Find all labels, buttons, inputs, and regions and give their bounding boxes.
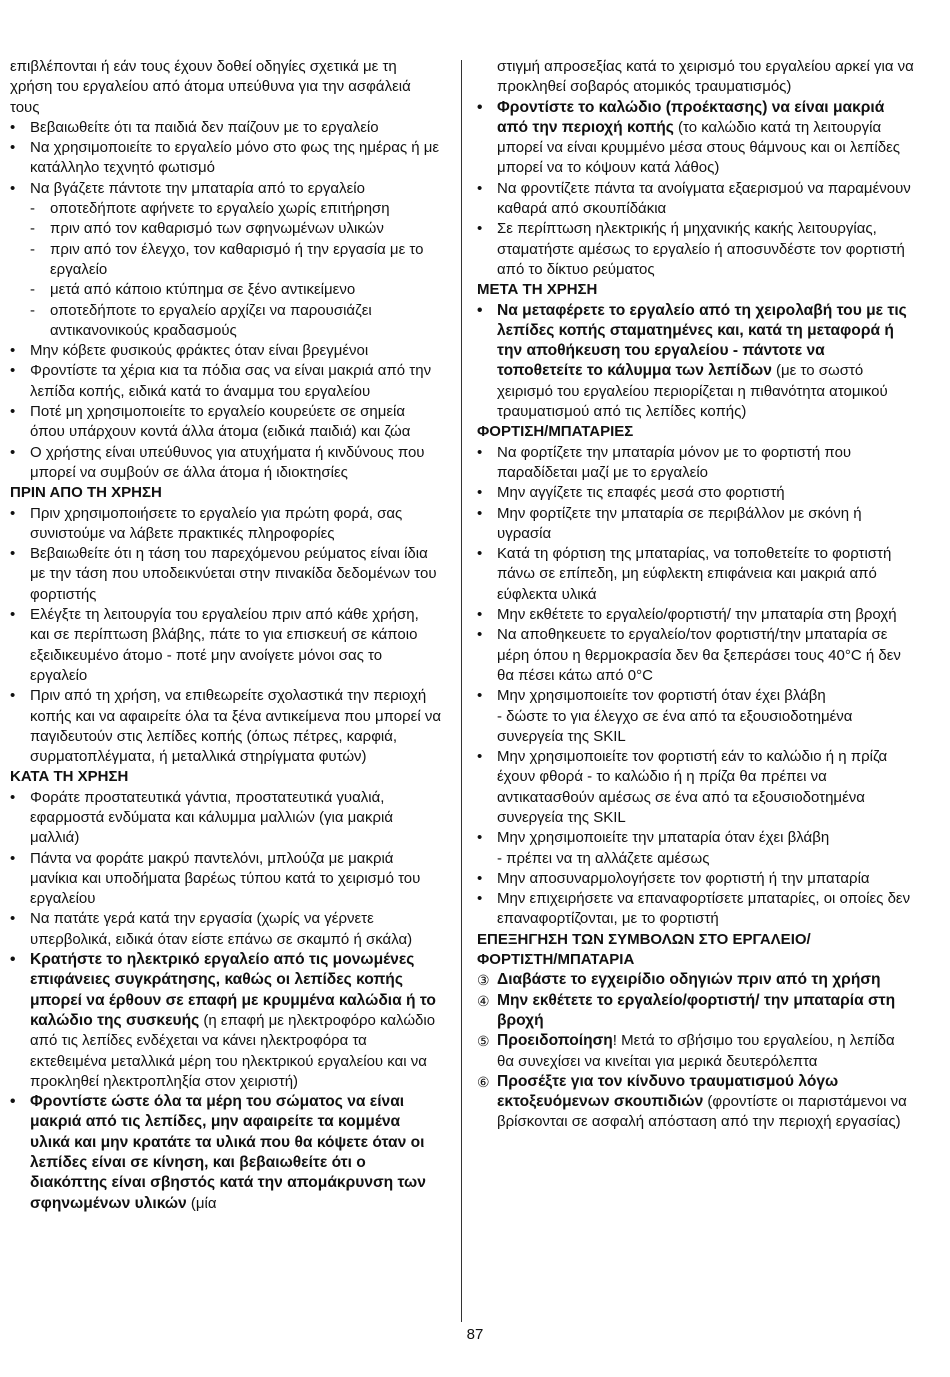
list-item: • Μην χρησιμοποιείτε τον φορτιστή όταν έχει βλάβη - δώστε το για έλεγχο σε ένα από τα εξουσιοδοτημένα συνεργεία της SKIL [477, 687, 853, 745]
list-item: • Φροντίστε το καλώδιο (προέκτασης) να είναι μακριά από την περιοχή κοπής (το καλώδιο κατά τη λειτουργία μπορεί να είναι κρυμμένο μέσα στους θάμνους και οι λεπίδες μπορεί να το κόψουν κατά λάθος) [477, 98, 900, 177]
list-item: • Ελέγξτε τη λειτουργία του εργαλείου πριν από κάθε χρήση, και σε περίπτωση βλάβης, πάτε το για επισκευή σε κάποιο εξειδικευμένο άτομο - ποτέ μην ανοίγετε μόνοι σας το εργαλείο [10, 606, 419, 684]
list-item: • Κατά τη φόρτιση της μπαταρίας, να τοποθετείτε το φορτιστή πάνω σε επίπεδη, μη εύφλεκτη επιφάνεια και μακριά από εύφλεκτα υλικά [477, 545, 892, 603]
list-item: • Μην κόβετε φυσικούς φράκτες όταν είναι βρεγμένοι [10, 341, 442, 361]
sub-list-item: - πριν από τον καθαρισμό των σφηνωμένων υλικών [10, 219, 442, 239]
bullet-icon: • [477, 98, 483, 116]
bullet-icon: • [10, 606, 16, 624]
dash-icon: - [30, 301, 35, 319]
list-item: • Να χρησιμοποιείτε το εργαλείο μόνο στο φως της ημέρας ή με κατάλληλο τεχνητό φωτισμό [10, 139, 440, 177]
list-item: • Μην εκθέτετε το εργαλείο/φορτιστή/ την μπαταρία στη βροχή [477, 605, 914, 625]
section-heading: ΚΑΤΑ ΤΗ ΧΡΗΣΗ [10, 768, 129, 786]
bullet-icon: • [477, 545, 483, 563]
list-item: • Ο χρήστης είναι υπεύθυνος για ατυχήματα ή κινδύνους που μπορεί να συμβούν σε άλλα άτομα ή ιδιοκτησίες [10, 443, 425, 481]
circled-number-5-icon: ⑤ [477, 1033, 490, 1050]
left-column [10, 57, 442, 1214]
bullet-icon: • [10, 849, 16, 867]
list-item: • Να βγάζετε πάντοτε την μπαταρία από το εργαλείο [10, 179, 442, 199]
bullet-icon: • [477, 748, 483, 766]
bullet-icon: • [477, 179, 483, 197]
bullet-icon: • [10, 443, 16, 461]
continuation-text: στιγμή απροσεξίας κατά το χειρισμό του εργαλείου αρκεί για να προκληθεί σοβαρός ατομικός τραυματισμός) [497, 58, 914, 96]
list-item: • Να φορτίζετε την μπαταρία μόνον με το φορτιστή που παραδίδεται μαζί με το εργαλείο [477, 443, 852, 481]
list-item: • Φοράτε προστατευτικά γάντια, προστατευτικά γυαλιά, εφαρμοστά ενδύματα και κάλυμμα μαλλιών (για μακριά μαλλιά) [10, 788, 394, 847]
list-item: • Μην φορτίζετε την μπαταρία σε περιβάλλον με σκόνη ή υγρασία [477, 504, 862, 542]
dash-icon: - [30, 281, 35, 299]
list-item: • Μην αγγίζετε τις επαφές μεσά στο φορτιστή [477, 483, 914, 503]
bullet-icon: • [10, 118, 16, 136]
bullet-icon: • [10, 910, 16, 928]
continuation-text: επιβλέπονται ή εάν τους έχουν δοθεί οδηγίες σχετικά με τη χρήση του εργαλείου από άτομα υπεύθυνα για την ασφάλειά τους [10, 58, 411, 116]
list-item: • Φροντίστε ώστε όλα τα μέρη του σώματος να είναι μακριά από τις λεπίδες, μην αφαιρείτε τα κομμένα υλικά και μην κρατάτε τα υλικά που θα κόψετε όταν οι λεπίδες είναι σε κίνηση, και βεβαιωθείτε ότι ο διακόπτης είναι σβηστός κατά την απομάκρυνση των σφηνωμένων υλικών (μία [10, 1093, 426, 1212]
bullet-icon: • [477, 829, 483, 847]
circled-number-4-icon: ④ [477, 992, 490, 1009]
list-item: • Ποτέ μη χρησιμοποιείτε το εργαλείο κουρεύετε σε σημεία όπου υπάρχουν κοντά άλλα άτομα (ειδικά παιδιά) και ζώα [10, 403, 411, 441]
list-item: • Μην επιχειρήσετε να επαναφορτίσετε μπαταρίες, οι οποίες δεν επαναφορτίζονται, με το φορτιστή [477, 890, 911, 928]
sub-list-item: - οποτεδήποτε αφήνετε το εργαλείο χωρίς επιτήρηση [10, 199, 442, 219]
bullet-icon: • [477, 504, 483, 522]
right-column [477, 57, 914, 1133]
list-item: • Να φροντίζετε πάντα τα ανοίγματα εξαερισμού να παραμένουν καθαρά από σκουπίδάκια [477, 179, 911, 218]
bullet-icon: • [477, 890, 483, 908]
sub-list-item: - μετά από κάποιο κτύπημα σε ξένο αντικείμενο [10, 280, 442, 300]
list-item: • Βεβαιωθείτε ότι η τάση του παρεχόμενου ρεύματος είναι ίδια με την τάση που υποδεικνύεται στην πινακίδα δεδομένων του φορτιστής [10, 545, 437, 603]
bullet-icon: • [477, 443, 483, 461]
bullet-icon: • [477, 626, 483, 644]
list-item: • Να αποθηκευετε το εργαλείο/τον φορτιστή/την μπαταρία σε μέρη όπου η θερμοκρασία δεν θα ξεπεράσει τους 40°C ή δεν θα πέσει κάτω από 0°C [477, 626, 901, 684]
list-item: • Μην αποσυναρμολογήσετε τον φορτιστή ή την μπαταρία [477, 869, 914, 889]
list-item: • Να πατάτε γερά κατά την εργασία (χωρίς να γέρνετε υπερβολικά, ειδικά όταν είστε επάνω σε σκαμπό ή σκάλα) [10, 910, 413, 948]
dash-icon: - [30, 240, 35, 258]
symbol-item: ⑤ Προειδοποίηση! Μετά το σβήσιμο του εργαλείου, η λεπίδα θα συνεχίσει να κινείται για μερικά δευτερόλεπτα [477, 1032, 895, 1070]
list-item: • Πάντα να φοράτε μακρύ παντελόνι, μπλούζα με μακριά μανίκια και υποδήματα βαρέως τύπου κατά το χειρισμό του εργαλείου [10, 849, 421, 908]
page-number: 87 [466, 1326, 484, 1343]
sub-list-item: - οποτεδήποτε το εργαλείο αρχίζει να παρουσιάζει αντικανονικούς κραδασμούς [30, 301, 372, 339]
section-heading: ΦΟΡΤΙΣΗ/ΜΠΑΤΑΡΙΕΣ [477, 423, 634, 441]
list-item: • Φροντίστε τα χέρια κια τα πόδια σας να είναι μακριά από την λεπίδα κοπής, ειδικά κατά το άναμμα του εργαλείου [10, 362, 432, 400]
bullet-icon: • [10, 139, 16, 157]
bullet-icon: • [10, 788, 16, 806]
sub-list-item: - πριν από τον έλεγχο, τον καθαρισμό ή την εργασία με το εργαλείο [30, 240, 424, 278]
list-item: • Πριν χρησιμοποιήσετε το εργαλείο για πρώτη φορά, σας συνιστούμε να λάβετε πρακτικές πληροφορίες [10, 504, 403, 542]
list-item: • Μην χρησιμοποιείτε την μπαταρία όταν έχει βλάβη - πρέπει να τη αλλάζετε αμέσως [477, 829, 830, 867]
bullet-icon: • [477, 301, 483, 319]
circled-number-3-icon: ③ [477, 972, 490, 989]
bullet-icon: • [477, 687, 483, 705]
bullet-icon: • [10, 504, 16, 522]
circled-number-6-icon: ⑥ [477, 1073, 490, 1090]
list-item: • Μην χρησιμοποιείτε τον φορτιστή εάν το καλώδιο ή η πρίζα έχουν φθορά - το καλώδιο ή η πρίζα θα πρέπει να αντικατασθούν αμέσως σε ένα από τα εξουσιοδοτημένα συνεργεία της SKIL [477, 748, 888, 826]
column-divider [461, 60, 462, 1322]
symbol-item: ④ Μην εκθέτετε το εργαλείο/φορτιστή/ την μπαταρία στη βροχή [477, 991, 896, 1029]
section-heading: ΕΠΕΞΗΓΗΣΗ ΤΩΝ ΣΥΜΒΟΛΩΝ ΣΤΟ ΕΡΓΑΛΕΙΟ/ ΦΟΡΤΙΣΤΗ/ΜΠΑΤΑΡΙΑ [477, 930, 811, 969]
bullet-icon: • [10, 403, 16, 421]
symbol-item: ③ Διαβάστε το εγχειρίδιο οδηγιών πριν από τη χρήση [477, 970, 914, 990]
bullet-icon: • [10, 362, 16, 380]
section-heading: ΠΡΙΝ ΑΠΟ ΤΗ ΧΡΗΣΗ [10, 484, 162, 502]
list-item: • Βεβαιωθείτε ότι τα παιδιά δεν παίζουν με το εργαλείο [10, 118, 442, 138]
bullet-icon: • [10, 951, 16, 969]
bullet-icon: • [10, 179, 16, 197]
bullet-icon: • [10, 545, 16, 563]
section-heading: ΜΕΤΑ ΤΗ ΧΡΗΣΗ [477, 281, 598, 299]
bullet-icon: • [477, 606, 483, 624]
bullet-icon: • [477, 484, 483, 502]
dash-icon: - [30, 200, 35, 218]
list-item: • Να μεταφέρετε το εργαλείο από τη χειρολαβή του με τις λεπίδες κοπής σταματημένες και, κατά τη μεταφορά ή την αποθήκευση του εργαλείου - πάντοτε να τοποθετείτε το κάλυμμα των λεπίδων (με το σωστό χειρισμό του εργαλείου περιορίζεται η πιθανότητα ατομικού τραυματισμού από τις λεπίδες κοπής) [477, 301, 907, 421]
bullet-icon: • [477, 869, 483, 887]
list-item: • Πριν από τη χρήση, να επιθεωρείτε σχολαστικά την περιοχή κοπής και να αφαιρείτε όλα τα ξένα αντικείμενα που μπορεί να παγιδευτούν στις λεπίδες κοπής (όπως πέτρες, καρφιά, συρματοπλέγματα, ή μεταλλικά στηρίγματα φυτών) [10, 687, 442, 766]
bullet-icon: • [10, 1093, 16, 1111]
bullet-icon: • [10, 687, 16, 705]
symbol-item: ⑥ Προσέξτε για τον κίνδυνο τραυματισμού λόγω εκτοξευόμενων σκουπιδιών (φροντίστε οι παριστάμενοι να βρίσκονται σε ασφαλή απόσταση από την περιοχή εργασίας) [477, 1072, 907, 1131]
dash-icon: - [30, 220, 35, 238]
list-item: • Κρατήστε το ηλεκτρικό εργαλείο από τις μονωμένες επιφάνειες συγκράτησης, καθώς οι λεπίδες κοπής μπορεί να έρθουν σε επαφή με κρυμμένα καλώδια ή το καλώδιο της συσκευής (η επαφή με ηλεκτροφόρο καλώδιο από τις λεπίδες ενδέχεται να κάνει ηλεκτροφόρα τα εκτεθειμένα μεταλλικά μέρη του ηλεκτρικού εργαλείου και να προκληθεί ηλεκτροπληξία στον χειριστή) [10, 951, 436, 1090]
bullet-icon: • [477, 220, 483, 238]
list-item: • Σε περίπτωση ηλεκτρικής ή μηχανικής κακής λειτουργίας, σταματήστε αμέσως το εργαλείο ή αποσυνδέστε τον φορτιστή από το δίκτυο ρεύματος [477, 220, 905, 278]
bullet-icon: • [10, 342, 16, 360]
